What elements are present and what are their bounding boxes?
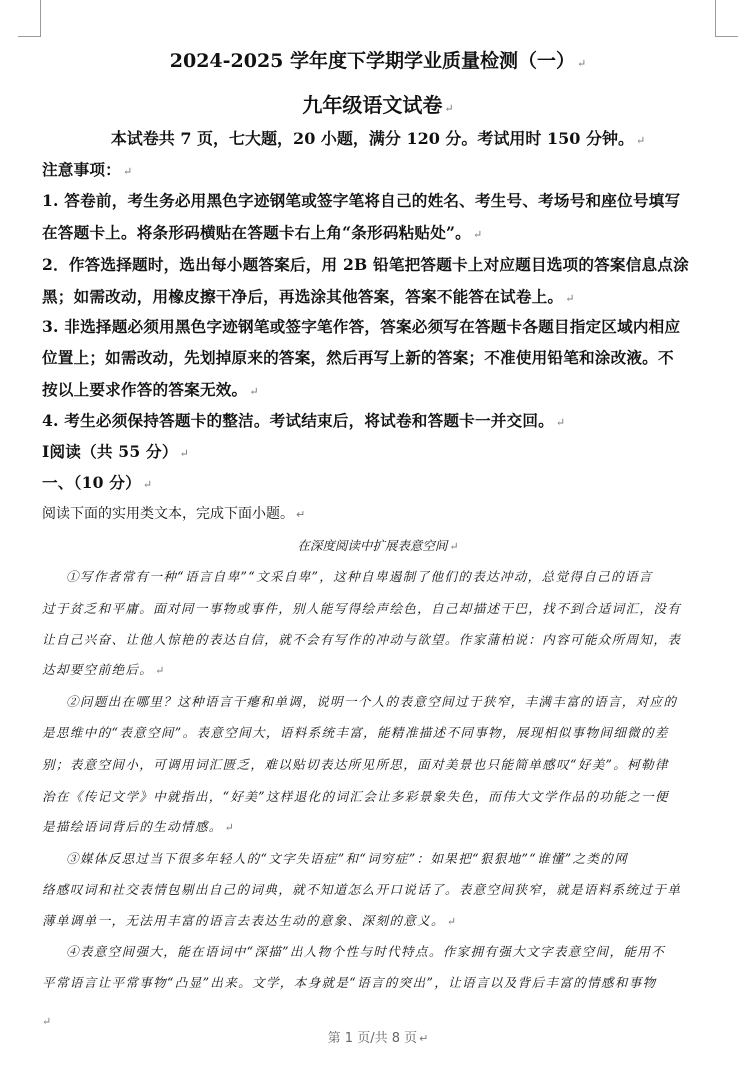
exam-subtitle: 九年级语文试卷 ↵ — [302, 93, 454, 117]
exam-summary: 本试卷共 7 页，七大题，20 小题，满分 120 分。考试用时 150 分钟。 ↵ — [110, 129, 646, 148]
article-line: ②问题出在哪里？这种语言干瘪和单调，说明一个人的表意空间过于狭窄，丰满丰富的语言，对应的 — [66, 694, 678, 709]
part-heading: Ⅰ阅读（共 55 分） ↵ — [42, 442, 190, 461]
notice-line: 按以上要求作答的答案无效。 ↵ — [42, 380, 259, 399]
article-line: 治在《传记文学》中就指出，“好美”这样退化的词汇会让多彩景象失色，而伟大文学作品的功能之一便 — [42, 789, 669, 804]
crop-mark-top-left — [18, 0, 41, 37]
article-line: ④表意空间强大，能在语词中“深描”出人物个性与时代特点。作家拥有强大文字表意空间，能用不 — [66, 944, 666, 959]
exam-title: 2024-2025 学年度下学期学业质量检测（一） ↵ — [169, 50, 587, 72]
article-line: 是思维中的“表意空间”。表意空间大，语料系统丰富，能精准描述不同事物，展现相似事物间细微的差 — [42, 725, 669, 740]
notice-line: 在答题卡上。将条形码横贴在答题卡右上角“条形码粘贴处”。 ↵ — [42, 223, 483, 242]
article-line: 是描绘语词背后的生动情感。 ↵ — [42, 819, 236, 834]
article-title: 在深度阅读中扩展表意空间 ↵ — [297, 538, 459, 553]
article-line: 别；表意空间小，可调用词汇匮乏，难以贴切表达所见所思，面对美景也只能简单感叹“好美”。柯勒律 — [42, 757, 669, 772]
article-line: ③媒体反思过当下很多年轻人的“文字失语症”和“词穷症”：如果把“狠狠地”“谁懂”之类的网 — [66, 851, 629, 866]
notice-line: 2．作答选择题时，选出每小题答案后，用 2B 铅笔把答题卡上对应题目选项的答案信息点涂 — [42, 255, 689, 274]
notice-line: 1. 答卷前，考生务必用黑色字迹钢笔或签字笔将自己的姓名、考生号、考场号和座位号填写 — [42, 191, 681, 210]
notice-line: 黑；如需改动，用橡皮擦干净后，再选涂其他答案，答案不能答在试卷上。 ↵ — [42, 287, 575, 306]
notice-line: 4. 考生必须保持答题卡的整洁。考试结束后，将试卷和答题卡一并交回。 ↵ — [42, 411, 566, 430]
article-line: 达却要空前绝后。 ↵ — [42, 662, 166, 677]
article-line: 平常语言让平常事物“凸显”出来。文学，本身就是“语言的突出”，让语言以及背后丰富的情感和事物 — [42, 975, 657, 990]
paragraph-mark: ↵ — [42, 1015, 52, 1028]
page-number: 第 1 页/共 8 页 ↵ — [327, 1031, 429, 1046]
question-heading: 一、（10 分） ↵ — [42, 473, 153, 492]
article-line: 过于贫乏和平庸。面对同一事物或事件，别人能写得绘声绘色，自己却描述干巴，找不到合适词汇，没有 — [42, 601, 682, 616]
article-line: 薄单调单一，无法用丰富的语言去表达生动的意象、深刻的意义。 ↵ — [42, 913, 458, 928]
article-line: 让自己兴奋、让他人惊艳的表达自信，就不会有写作的冲动与欲望。作家蒲柏说：内容可能众所周知，表 — [42, 632, 682, 647]
notice-line: 位置上；如需改动，先划掉原来的答案，然后再写上新的答案；不准使用铅笔和涂改液。不 — [42, 348, 674, 367]
notice-heading: 注意事项： ↵ — [42, 160, 133, 179]
reading-instruction: 阅读下面的实用类文本，完成下面小题。 ↵ — [42, 506, 306, 522]
article-line: 络感叹词和社交表情包剔出自己的词典，就不知道怎么开口说话了。表意空间狭窄，就是语料系统过于单 — [42, 882, 682, 897]
notice-line: 3. 非选择题必须用黑色字迹钢笔或签字笔作答，答案必须写在答题卡各题目指定区域内相应 — [42, 317, 681, 336]
crop-mark-top-right — [715, 0, 738, 37]
article-line: ①写作者常有一种“语言自卑”“文采自卑”，这种自卑遏制了他们的表达冲动，总觉得自己的语言 — [66, 569, 653, 584]
